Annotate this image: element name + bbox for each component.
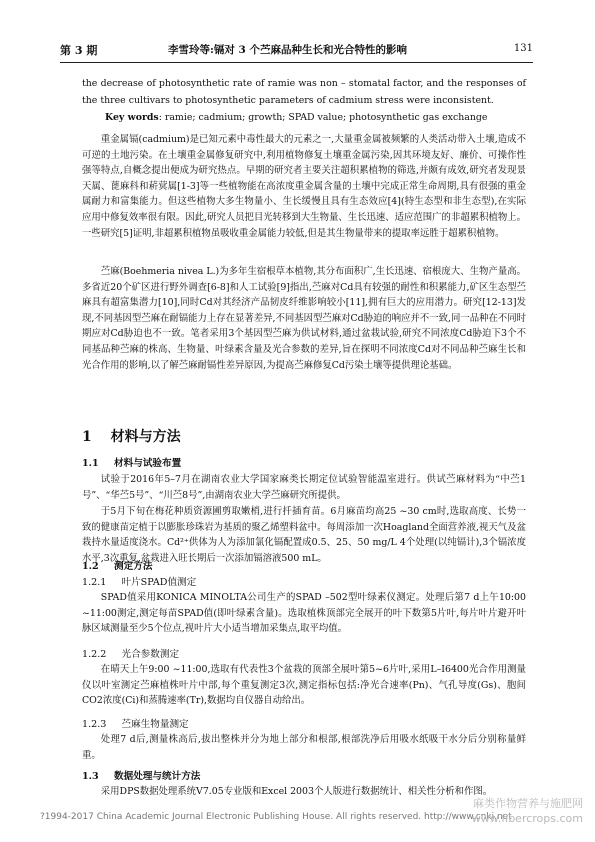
- subsection-number: 1.2.1: [82, 577, 107, 588]
- page-header: [60, 40, 533, 63]
- subsection-number: 1.2.3: [82, 719, 107, 730]
- subsection-number: 1.1: [82, 458, 99, 469]
- abstract-tail: the decrease of photosynthetic rate of ramie was non – stomatal factor, and the responses of the three cultivars to photosynthetic parameters of cadmium stress were inconsistent.: [82, 78, 526, 106]
- paragraph-1-2-2: 在晴天上午9:00 ~11:00,选取有代表性3个盆栽的顶部全展叶第5~6片叶,采用L–I6400光合作用测量仪以叶室测定苎麻植株叶片中部,每个重复测定3次,测定指标包括:净光合速率(Pn)、气孔导度(Gs)、胞间CO2浓度(Ci)和蒸腾速率(Tr),数据均自仪器自动给出。: [82, 664, 526, 707]
- section-title: 材料与方法: [110, 429, 181, 445]
- subsection-title: 材料与试验布置: [114, 458, 182, 469]
- subsection-number: 1.3: [82, 771, 99, 782]
- keywords-text: : ramie; cadmium; growth; SPAD value; photosynthetic gas exchange: [158, 112, 488, 123]
- paragraph-1-2-3: 处理7 d后,测量株高后,拔出整株并分为地上部分和根部,根部洗净后用吸水纸吸干水分后分别称量鲜重。: [82, 734, 526, 761]
- paragraph-1-3: 采用DPS数据处理系统V7.05专业版和Excel 2003个人版进行数据统计、相关性分析和作图。: [100, 786, 493, 797]
- subsection-title: 数据处理与统计方法: [114, 771, 201, 782]
- subsection-1-2-1-heading: [82, 574, 196, 588]
- subsection-title: 测定方法: [114, 561, 153, 572]
- subsection-number: 1.2: [82, 561, 99, 572]
- section-number: 1: [82, 429, 92, 445]
- subsection-1-2-heading: [82, 558, 152, 572]
- keywords: [105, 110, 525, 126]
- copyright-footer: ?1994-2017 China Academic Journal Electronic Publishing House. All rights reserved. http://www.cnki.net: [40, 812, 512, 822]
- intro-paragraph-1: 重金属镉(cadmium)是已知元素中毒性最大的元素之一,大量重金属被频繁的人类活动带入土壤,造成不可逆的土地污染。在土壤重金属修复研究中,利用植物修复土壤重金属污染,因其环境友好、廉价、可操作性强等特点,自概念提出便成为研究热点。早期的研究者主要关注超积累植物的筛选,并颇有成效,研究者发现景天属、蓖麻科和菥蓂属[1-3]等一些植物能在高浓度重金属含量的土壤中完成正常生命周期,具有很强的重金属耐力和富集能力。但这些植物大多生物量小、生长缓慢且具有生态效应[4](特生态型和非生态型),在实际应用中修复效率很有限。因此,研究人员把目光转移到大生物量、生长迅速、适应范围广的非超累积植物上。一些研究[5]证明,非超累积植物虽吸收重金属能力较低,但是其生物量带来的提取率远胜于超累积植物。: [82, 134, 526, 239]
- issue-number: 第 3 期: [60, 44, 98, 57]
- watermark-logo-text: 麻类作物营养与施肥网 www.fibercrops.com: [471, 797, 583, 825]
- subsection-number: 1.2.2: [82, 649, 107, 660]
- paragraph-1-2-1: SPAD值采用KONICA MINOLTA公司生产的SPAD –502型叶绿素仪测定。处理后第7 d上午10:00 ~11:00测定,测定每苗SPAD值(即叶绿素含量)。选取植株顶部完全展开的叶下数第5片叶,每片叶片避开叶脉区域测量至少5个位点,视叶片大小适当增加采集点,取平均值。: [82, 592, 526, 635]
- keywords-label: Key words: [105, 112, 159, 123]
- subsection-1-2-3-heading: [82, 716, 189, 730]
- page-number: 131: [513, 43, 533, 54]
- subsection-title: 苎麻生物量测定: [121, 719, 189, 730]
- subsection-1-1-heading: [82, 455, 181, 469]
- section-1-heading: [82, 426, 181, 446]
- subsection-title: 叶片SPAD值测定: [121, 577, 197, 588]
- subsection-title: 光合参数测定: [121, 649, 180, 660]
- intro-paragraph-2: 苎麻(Boehmeria nivea L.)为多年生宿根草本植物,其分布面积广,生长迅速、宿根庞大、生物产量高。多省近20个矿区进行野外调查[6-8]和人工试验[9]指出,苎麻对Cd具有较强的耐性和积累能力,矿区生态型苎麻具有超富集潜力[10],同时Cd对其经济产品韧皮纤维影响较小[11],拥有巨大的应用潜力。研究[12-13]发现,不同基因型苎麻在耐镉能力上存在显著差异,不同基因型苎麻对Cd胁迫的响应并不一致,同一品种在不同时期应对Cd胁迫也不一致。笔者采用3个基因型苎麻为供试材料,通过盆栽试验,研究不同浓度Cd胁迫下3个不同基品种苎麻的株高、生物量、叶绿素含量及光合参数的差异,旨在探明不同浓度Cd对不同品种苎麻生长和光合作用的影响,以了解苎麻耐镉性差异原因,为提高苎麻修复Cd污染土壤等提供理论基础。: [82, 266, 526, 371]
- subsection-1-2-2-heading: [82, 646, 179, 660]
- paragraph-1-1: 试验于2016年5–7月在湖南农业大学国家麻类长期定位试验智能温室进行。供试苎麻材料为“中苎1号”、“华苎5号”、“川苎8号”,由湖南农业大学苎麻研究所提供。: [82, 474, 526, 501]
- subsection-1-3-heading: [82, 768, 200, 782]
- paragraph-1-1b: 于5月下旬在梅花种质资源圃剪取嫩梢,进行扦插育苗。6月麻苗均高25 ~30 cm时,选取高度、长势一致的健康苗定植于以膨胀珍珠岩为基质的聚乙烯塑料盆中。每周添加一次Hoagland全面营养液,视天气及盆栽持水量适度浇水。Cd²⁺供体为人为添加氯化镉配置成0.5、25、50 mg/L 4个处理(以纯镉计),3个镉浓度水平,3次重复,盆栽进入旺长期后一次添加镉溶液500 mL。: [82, 506, 526, 564]
- running-title: 李雪玲等:镉对 3 个苎麻品种生长和光合特性的影响: [168, 44, 407, 56]
